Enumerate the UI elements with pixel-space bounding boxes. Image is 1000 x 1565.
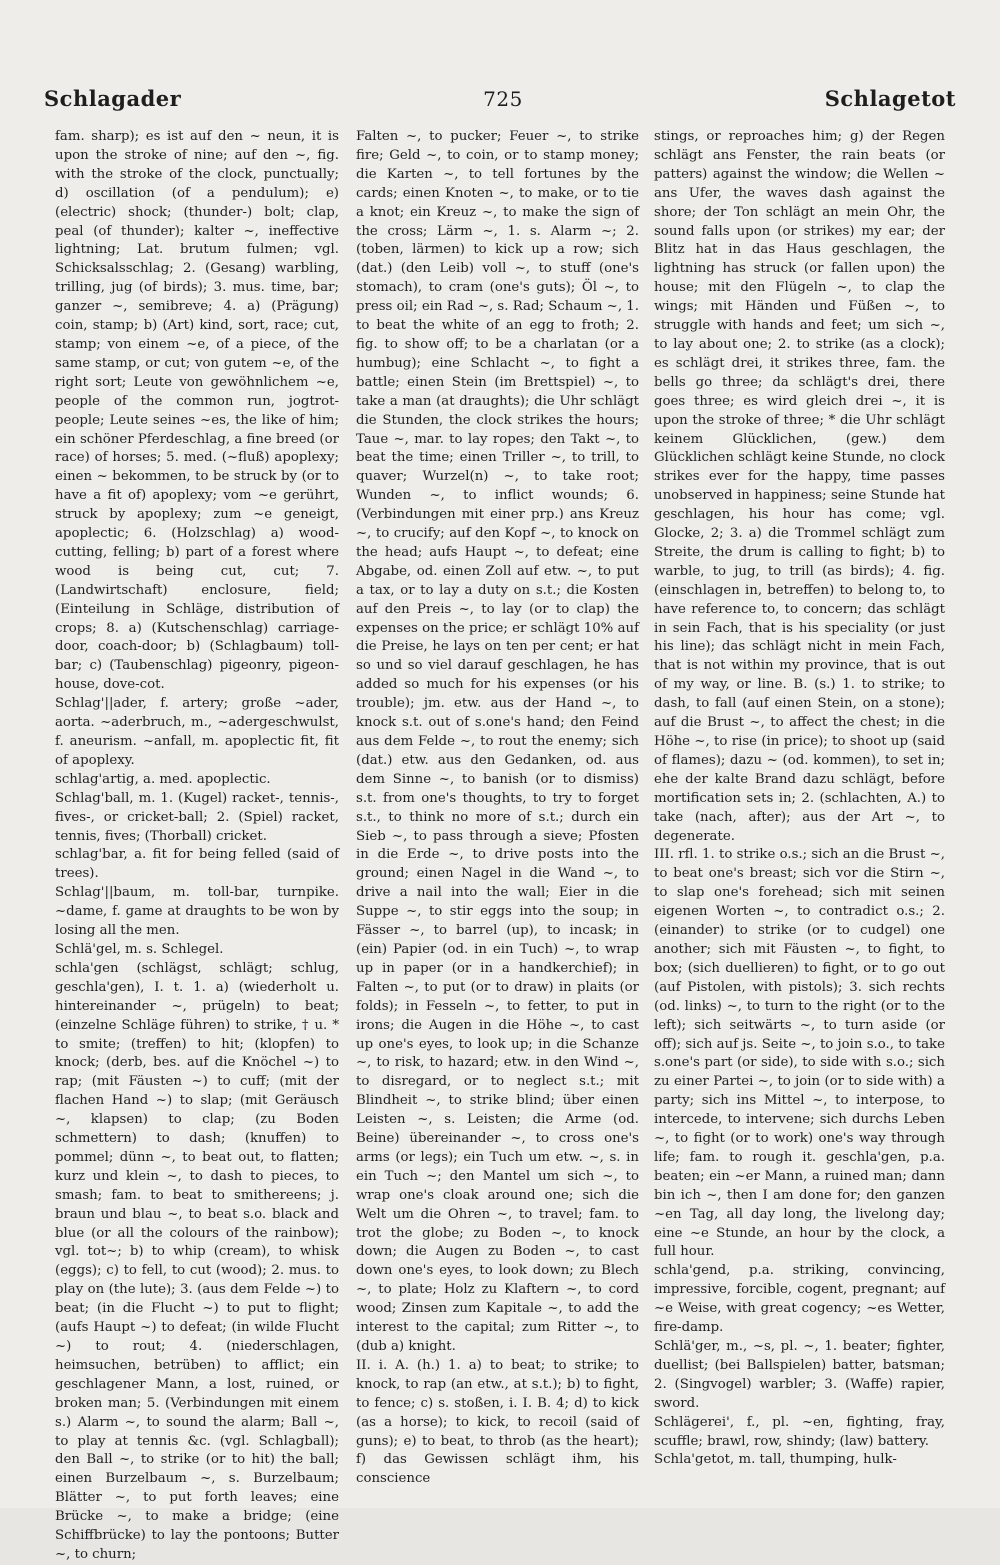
- entry-text: stings, or reproaches him; g) der Regen schlägt ans Fenster, the rain beats (or patters) against the window; die Wellen ~ ans Ufer, the waves dash against the shore; der Ton schlägt an mein Ohr, the sound falls upon (or strikes) my ear; der Blitz hat in das Haus geschlagen, the lightning has struck (or fallen upon) the house; mit den Flügeln ~, to clap the wings; mit Händen und Füßen ~, to struggle with hands and feet; um sich ~, to lay about one; 2. to strike (as a clock); es schlägt drei, it strikes three, fam. the bells go three; da schlägt's drei, there goes three; es wird gleich drei ~, it is upon the stroke of three; * die Uhr schlägt keinem Glücklichen, (gew.) dem Glücklichen schlägt keine Stunde, no clock strikes ever for the happy, time passes unobserved in happiness; seine Stunde hat geschlagen, his hour has come; vgl. Glocke, 2; 3. a) die Trommel schlägt zum Streite, the drum is calling to fight; b) to warble, to jug, to trill (as birds); 4. fig. (einschlagen in, betreffen) to belong to, to have reference to, to concern; das schlägt in sein Fach, that is his speciality (or just his line); das schlägt nicht in mein Fach, that is not within my province, that is out of my way, or line. B. (s.) 1. to strike; to dash, to fall (auf einen Stein, on a stone); auf die Brust ~, to affect the chest; in die Höhe ~, to rise (in price); to shoot up (said of flames); dazu ~ (od. kommen), to set in; ehe der kalte Brand dazu schlägt, before mortification sets in; 2. (schlachten, A.) to take (nach, after); aus der Art ~, to degenerate.: [654, 129, 945, 844]
- entry-schlagetot: Schla'getot, m. tall, thumping, hulk-: [654, 1452, 897, 1468]
- column-3: [654, 128, 945, 1468]
- running-header: [44, 86, 956, 111]
- entry-schlagball: Schlag'ball, m. 1. (Kugel) racket-, tennis-, fives-, or cricket-ball; 2. (Spiel) racket, tennis, fives; (Thorball) cricket.: [55, 790, 339, 844]
- entry-schlaegel: Schlä'gel, m. s. Schlegel.: [55, 941, 224, 957]
- header-right-guideword: Schlagetot: [824, 86, 956, 111]
- entry-schlaeger: Schlä'ger, m., ~s, pl. ~, 1. beater; fighter, duellist; (bei Ballspielen) batter, batsman; 2. (Singvogel) warbler; 3. (Waffe) rapier, sword.: [654, 1339, 945, 1411]
- entry-schlagen-intransitive: II. i. A. (h.) 1. a) to beat; to strike; to knock, to rap (an etw., at s.t.); b) to fight, to fence; c) s. stoßen, i. I. B. 4; d) to kick (as a horse); to kick, to recoil (said of guns); e) to beat, to throb (as the heart); f) das Gewissen schlägt ihm, his conscience: [356, 1357, 639, 1487]
- header-left-guideword: Schlagader: [44, 86, 182, 111]
- entry-schlagen-reflexive: III. rfl. 1. to strike o.s.; sich an die Brust ~, to beat one's breast; sich vor die Stirn ~, to slap one's forehead; sich mit seinen eigenen Worten ~, to contradict o.s.; 2. (einander) to strike (or to cudgel) one another; sich mit Fäusten ~, to fight, to box; (sich duellieren) to fight, or to go out (auf Pistolen, with pistols); 3. sich rechts (od. links) ~, to turn to the right (or to the left); sich seitwärts ~, to turn aside (or off); sich auf js. Seite ~, to join s.o., to take s.one's part (or side), to side with s.o.; sich zu einer Partei ~, to join (or to side with) a party; sich ins Mittel ~, to interpose, to intercede, to intervene; sich durchs Leben ~, to fight (or to work) one's way through life; fam. to rough it. geschla'gen, p.a. beaten; ein ~er Mann, a ruined man; dann bin ich ~, then I am done for; den ganzen ~en Tag, all day long, the livelong day; eine ~e Stunde, an hour by the clock, a full hour.: [654, 847, 945, 1260]
- entry-schlaegerei: Schlägerei', f., pl. ~en, fighting, fray, scuffle; brawl, row, shindy; (law) battery.: [654, 1414, 945, 1449]
- page-number: 725: [483, 87, 523, 111]
- entry-text: Falten ~, to pucker; Feuer ~, to strike fire; Geld ~, to coin, or to stamp money; die Karten ~, to tell fortunes by the cards; einen Knoten ~, to make, or to tie a knot; ein Kreuz ~, to make the sign of the cross; Lärm ~, 1. s. Alarm ~; 2. (toben, lärmen) to kick up a row; sich (dat.) (den Leib) voll ~, to stuff (one's stomach), to cram (one's guts); Öl ~, to press oil; ein Rad ~, s. Rad; Schaum ~, 1. to beat the white of an egg to froth; 2. fig. to show off; to be a charlatan (or a humbug); eine Schlacht ~, to fight a battle; einen Stein (im Brettspiel) ~, to take a man (at draughts); die Uhr schlägt die Stunden, the clock strikes the hours; Taue ~, mar. to lay ropes; den Takt ~, to beat the time; einen Triller ~, to trill, to quaver; Wurzel(n) ~, to take root; Wunden ~, to inflict wounds; 6. (Verbindungen mit einer prp.) ans Kreuz ~, to crucify; auf den Kopf ~, to knock on the head; aufs Haupt ~, to defeat; eine Abgabe, od. einen Zoll auf etw. ~, to put a tax, or to lay a duty on s.t.; die Kosten auf den Preis ~, to lay (or to clap) the expenses on the price; er schlägt 10% auf die Preise, he lays on ten per cent; er hat so und so viel darauf geschlagen, he has added so much for his expenses (or his trouble); jm. etw. aus der Hand ~, to knock s.t. out of s.one's hand; den Feind aus dem Felde ~, to rout the enemy; sich (dat.) etw. aus den Gedanken, od. aus dem Sinne ~, to banish (or to dismiss) s.t. from one's thoughts, to try to forget s.t., to think no more of s.t.; durch ein Sieb ~, to pass through a sieve; Pfosten in die Erde ~, to drive posts into the ground; einen Nagel in die Wand ~, to drive a nail into the wall; Eier in die Suppe ~, to stir eggs into the soup; in Fässer ~, to barrel (up), to incask; in (ein) Papier (od. in ein Tuch) ~, to wrap up in paper (or in a handkerchief); in Falten ~, to put (or to draw) in plaits (or folds); in Fesseln ~, to fetter, to put in irons; die Augen in die Höhe ~, to cast up one's eyes, to look up; in die Schanze ~, to risk, to hazard; etw. in den Wind ~, to disregard, or to neglect s.t.; mit Blindheit ~, to strike blind; über einen Leisten ~, s. Leisten; die Arme (od. Beine) übereinander ~, to cross one's arms (or legs); ein Tuch um etw. ~, s. in ein Tuch ~; den Mantel um sich ~, to wrap one's cloak around one; sich die Welt um die Ohren ~, to travel; fam. to trot the globe; zu Boden ~, to knock down; die Augen zu Boden ~, to cast down one's eyes, to look down; zu Blech ~, to plate; Holz zu Klaftern ~, to cord wood; Zinsen zum Kapitale ~, to add the interest to the capital; zum Ritter ~, to (dub a) knight.: [356, 129, 639, 1354]
- entry-schlagader: Schlag'||ader, f. artery; große ~ader, aorta. ~aderbruch, m., ~adergeschwulst, f. aneurism. ~anfall, m. apoplectic fit, fit of apoplexy.: [55, 696, 339, 768]
- entry-schlagend: schla'gend, p.a. striking, convincing, impressive, forcible, cogent, pregnant; auf ~e Weise, with great cogency; ~es Wetter, fire-damp.: [654, 1263, 945, 1336]
- entry-schlagbaum: Schlag'||baum, m. toll-bar, turnpike. ~dame, f. game at draughts to be won by losing all the men.: [55, 885, 339, 939]
- column-2: [356, 128, 639, 1487]
- entry-schlagen: schla'gen (schlägst, schlägt; schlug, geschla'gen), I. t. 1. a) (wiederholt u. hintereinander ~, prügeln) to beat; (einzelne Schläge führen) to strike, † u. * to smite; (treffen) to hit; (klopfen) to knock; (derb, bes. auf die Knöchel ~) to rap; (mit Fäusten ~) to cuff; (mit der flachen Hand ~) to slap; (mit Geräusch ~, klapsen) to clap; (zu Boden schmettern) to dash; (knuffen) to pommel; dünn ~, to beat out, to flatten; kurz und klein ~, to dash to pieces, to smash; fam. to beat to smithereens; j. braun und blau ~, to beat s.o. black and blue (or all the colours of the rainbow); vgl. tot~; b) to whip (cream), to whisk (eggs); c) to fell, to cut (wood); 2. mus. to play on (the lute); 3. (aus dem Felde ~) to beat; (in die Flucht ~) to put to flight; (aufs Haupt ~) to defeat; (in wilde Flucht ~) to rout; 4. (niederschlagen, heimsuchen, betrüben) to afflict; ein geschlagener Mann, a lost, ruined, or broken man; 5. (Verbindungen mit einem s.) Alarm ~, to sound the alarm; Ball ~, to play at tennis &c. (vgl. Schlagball); den Ball ~, to strike (or to hit) the ball; einen Burzelbaum ~, s. Burzelbaum; Blätter ~, to put forth leaves; eine Brücke ~, to make a bridge; (eine Schiffbrücke) to lay the pontoons; Butter ~, to churn;: [55, 960, 339, 1562]
- entry-schlagartig: schlag'artig, a. med. apoplectic.: [55, 771, 271, 787]
- entry-schlagbar: schlag'bar, a. fit for being felled (said of trees).: [55, 847, 339, 882]
- entry-text: fam. sharp); es ist auf den ~ neun, it is upon the stroke of nine; auf den ~, fig. with the stroke of the clock, punctually; d) oscillation (of a pendulum); e) (electric) shock; (thunder-) bolt; clap, peal (of thunder); kalter ~, ineffective lightning; Lat. brutum fulmen; vgl. Schicksalsschlag; 2. (Gesang) warbling, trilling, jug (of birds); 3. mus. time, bar; ganzer ~, semibreve; 4. a) (Prägung) coin, stamp; b) (Art) kind, sort, race; cut, stamp; von einem ~e, of a piece, of the same stamp, or cut; von gutem ~e, of the right sort; Leute von gewöhnlichem ~e, people of the common run, jogtrot-people; Leute seines ~es, the like of him; ein schöner Pferdeschlag, a fine breed (or race) of horses; 5. med. (~fluß) apoplexy; einen ~ bekommen, to be struck by (or to have a fit of) apoplexy; vom ~e gerührt, struck by apoplexy; zum ~e geneigt, apoplectic; 6. (Holzschlag) a) wood-cutting, felling; b) part of a forest where wood is being cut, cut; 7. (Landwirtschaft) enclosure, field; (Einteilung in Schläge, distribution of crops; 8. a) (Kutschenschlag) carriage-door, coach-door; b) (Schlagbaum) toll-bar; c) (Taubenschlag) pigeonry, pigeon-house, dove-cot.: [55, 129, 339, 693]
- column-1: [55, 128, 339, 1562]
